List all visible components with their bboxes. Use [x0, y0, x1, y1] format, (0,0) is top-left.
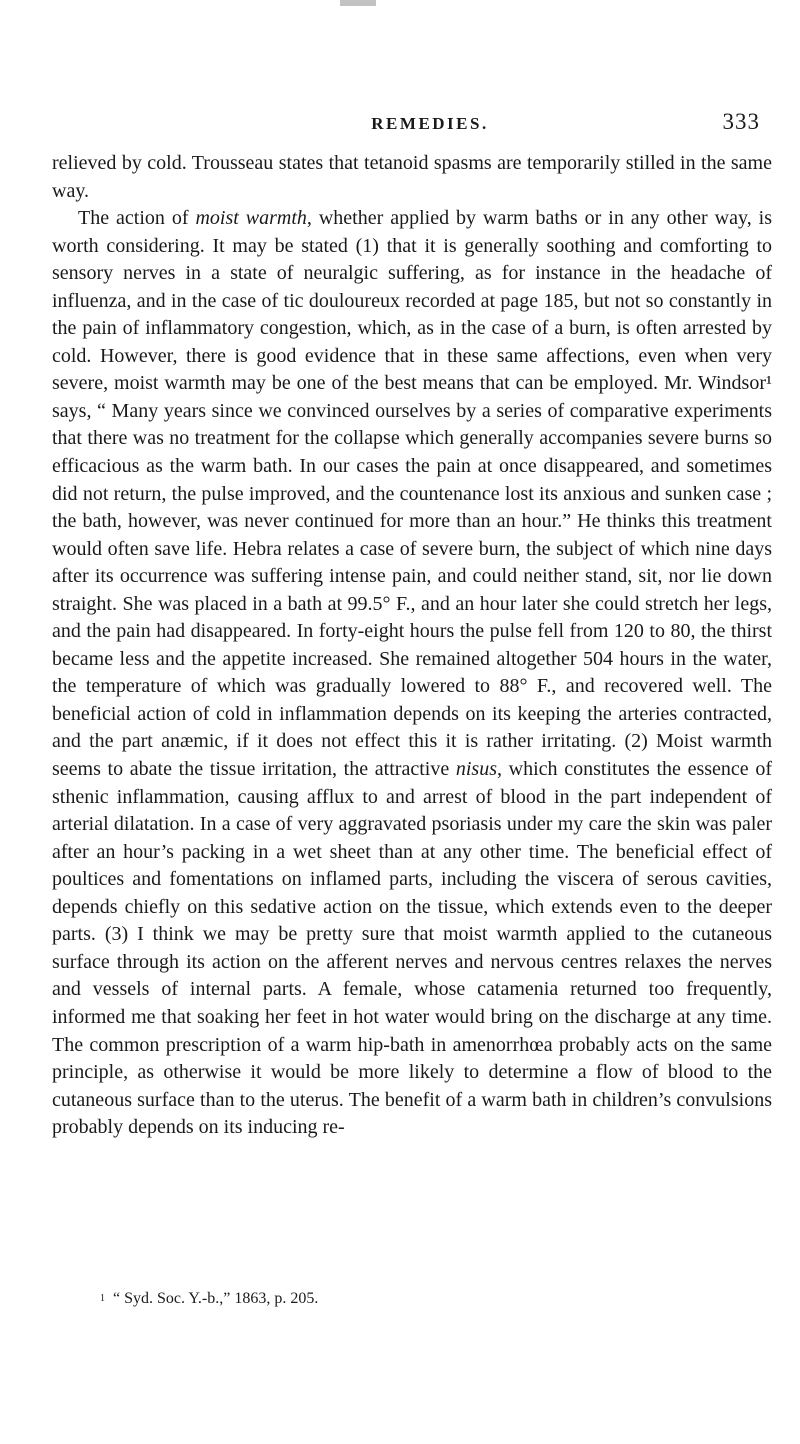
- text-run: The action of: [78, 207, 196, 230]
- footnote: [100, 1288, 760, 1310]
- italic-term: moist warmth: [195, 207, 307, 230]
- footnote-marker: 1: [100, 1293, 105, 1304]
- page-number: 333: [722, 109, 760, 134]
- text-run: relieved by cold. Trousseau states that tetanoid spasms are temporarily stilled in the same way.: [52, 152, 772, 202]
- scan-edge-mark: [340, 0, 376, 6]
- footnote-text: “ Syd. Soc. Y.-b.,” 1863, p. 205.: [113, 1290, 319, 1307]
- text-run: , whether applied by warm baths or in any other way, is worth considering. It may be stated (1) that it is generally soothing and comforting to sensory nerves in a state of neuralgic suffering, as for instance in the headache of influenza, and in the case of tic douloureux recorded at page 185, but not so constantly in the pain of inflammatory congestion, which, as in the case of a burn, is often arrested by cold. However, there is good evidence that in these same affections, even when very severe, moist warmth may be one of the best means that can be employed. Mr. Windsor¹ says, “ Many years since we convinced ourselves by a series of comparative experiments that there was no treatment for the collapse which generally accompanies severe burns so efficacious as the warm bath. In our cases the pain at once disappeared, and sometimes did not return, the pulse improved, and the countenance lost its anxious and sunken case ; the bath, however, was never continued for more than an hour.” He thinks this treatment would often save life. Hebra relates a case of severe burn, the subject of which nine days after its occurrence was suffering intense pain, and could neither stand, sit, nor lie down straight. She was placed in a bath at 99.5° F., and an hour later she could stretch her legs, and the pain had disappeared. In forty-eight hours the pulse fell from 120 to 80, the thirst became less and the appetite increased. She remained altogether 504 hours in the water, the temperature of which was gradually lowered to 88° F., and recovered well. The beneficial action of cold in inflammation depends on its keeping the arteries contracted, and the part anæmic, if it does not effect this it is rather irritating. (2) Moist warmth seems to abate the tissue irritation, the attractive: [52, 207, 772, 781]
- italic-term: nisus: [455, 758, 497, 781]
- text-run: , which constitutes the essence of sthenic inflammation, causing afflux to and arrest of blood in the part independent of arterial dilatation. In a case of very aggravated psoriasis under my care the skin was paler after an hour’s packing in a wet sheet than at any other time. The beneficial effect of poultices and fomentations on inflamed parts, including the viscera of serous cavities, depends chiefly on this sedative action on the tissue, which extends even to the deeper parts. (3) I think we may be pretty sure that moist warmth applied to the cutaneous surface through its action on the afferent nerves and nervous centres relaxes the nerves and vessels of internal parts. A female, whose catamenia returned too frequently, informed me that soaking her feet in hot water would bring on the discharge at any time. The common prescription of a warm hip-bath in amenorrhœa probably acts on the same principle, as otherwise it would be more likely to determine a flow of blood to the cutaneous surface than to the uterus. The benefit of a warm bath in children’s convulsions probably depends on its inducing re-: [52, 758, 772, 1139]
- running-title: REMEDIES.: [371, 114, 489, 133]
- running-head: [60, 109, 760, 138]
- paragraph: [52, 150, 772, 205]
- body-text: [52, 150, 772, 1142]
- paragraph: [52, 205, 772, 1142]
